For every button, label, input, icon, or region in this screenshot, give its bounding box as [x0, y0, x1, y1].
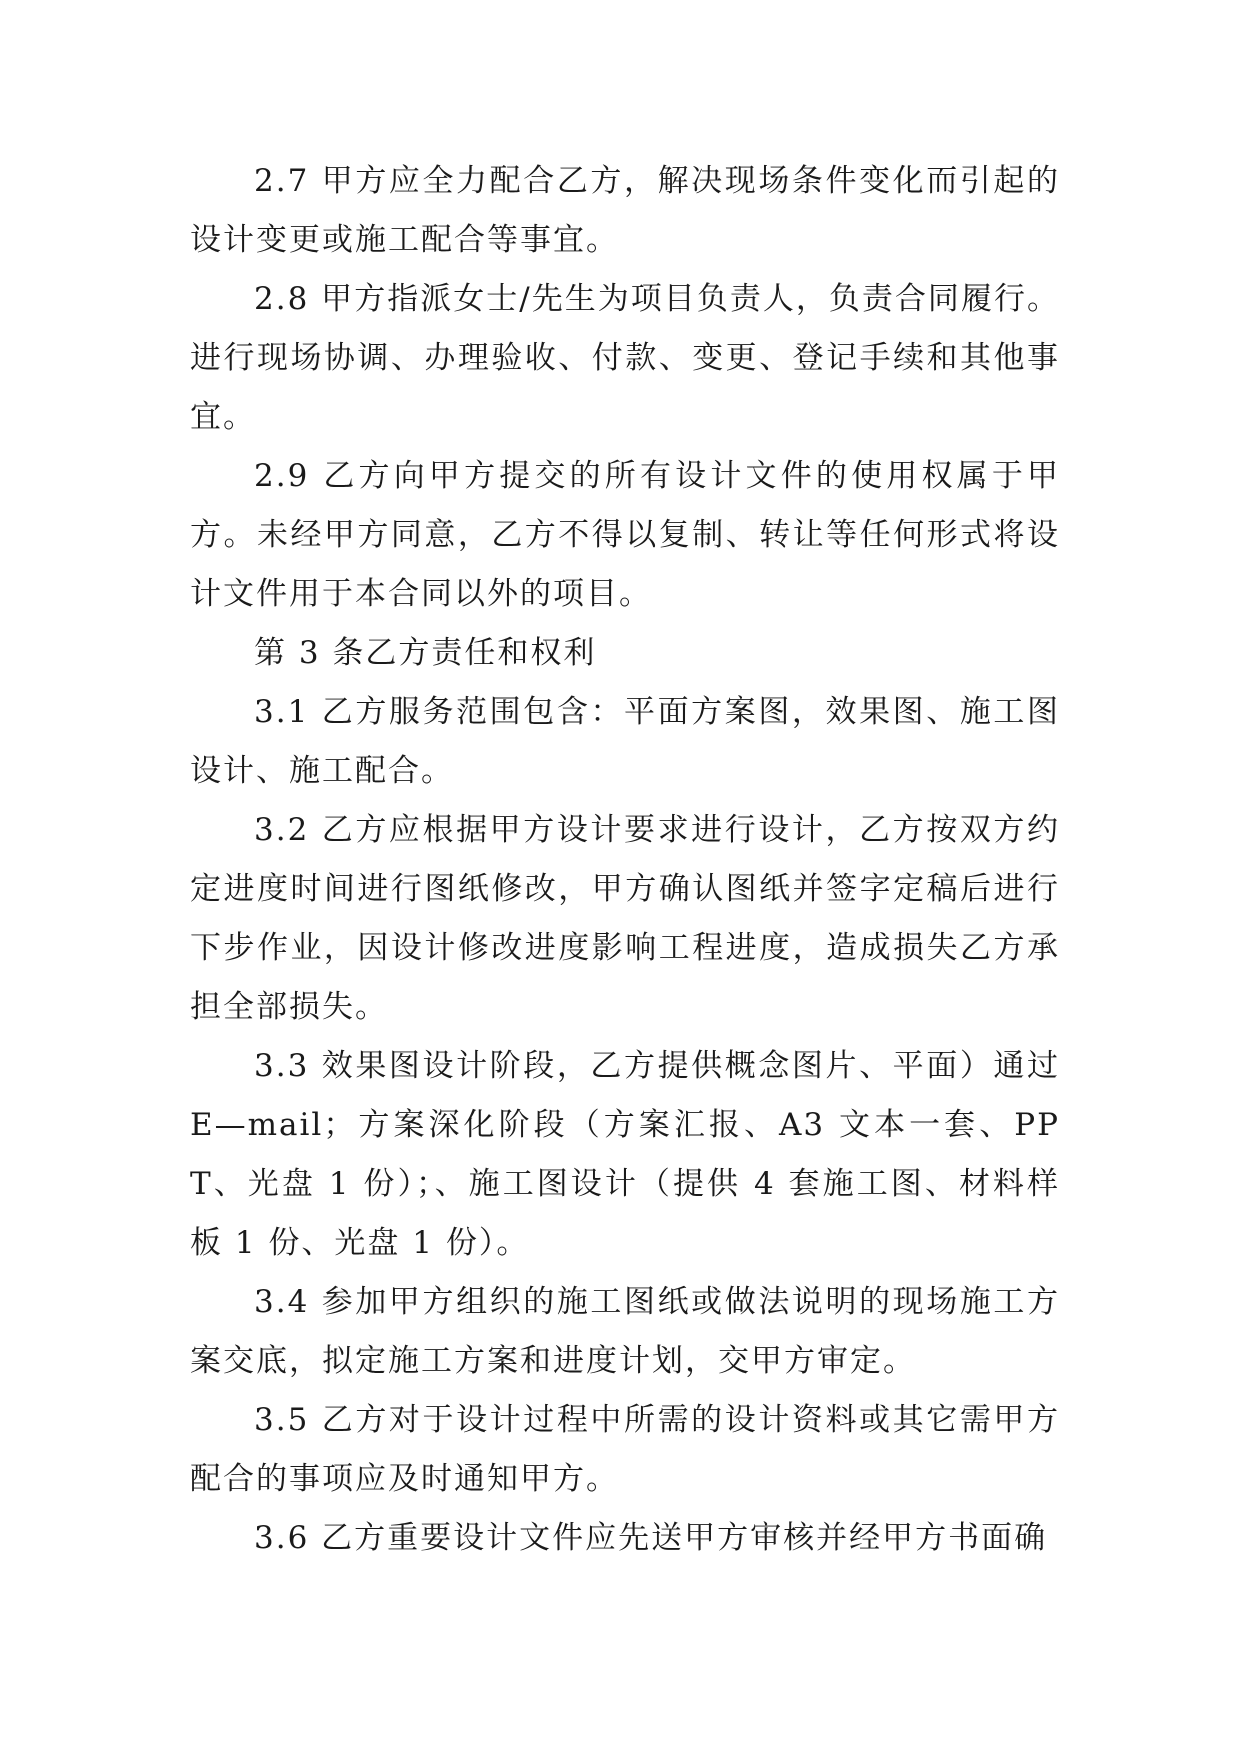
- section-heading-article-3: 第 3 条乙方责任和权利: [254, 635, 597, 671]
- clause-2-8: 2.8 甲方指派女士/先生为项目负责人，负责合同履行。进行现场协调、办理验收、付款、变更、登记手续和其他事宜。: [190, 281, 1060, 435]
- clause-3-2: 3.2 乙方应根据甲方设计要求进行设计，乙方按双方约定进度时间进行图纸修改，甲方确认图纸并签字定稿后进行下步作业，因设计修改进度影响工程进度，造成损失乙方承担全部损失。: [190, 812, 1060, 1025]
- clause-3-1: 3.1 乙方服务范围包含：平面方案图，效果图、施工图设计、施工配合。: [190, 694, 1060, 789]
- document-body: [190, 152, 1060, 1568]
- clause-3-5: 3.5 乙方对于设计过程中所需的设计资料或其它需甲方配合的事项应及时通知甲方。: [190, 1402, 1060, 1497]
- clause-3-6: 3.6 乙方重要设计文件应先送甲方审核并经甲方书面确: [254, 1520, 1048, 1556]
- clause-3-3: 3.3 效果图设计阶段，乙方提供概念图片、平面）通过E—mail；方案深化阶段（方案汇报、A3 文本一套、PPT、光盘 1 份）；、施工图设计（提供 4 套施工图、材料样板 1 份、光盘 1 份）。: [190, 1048, 1060, 1261]
- clause-2-7: 2.7 甲方应全力配合乙方，解决现场条件变化而引起的设计变更或施工配合等事宜。: [190, 163, 1060, 258]
- clause-2-9: 2.9 乙方向甲方提交的所有设计文件的使用权属于甲方。未经甲方同意，乙方不得以复制、转让等任何形式将设计文件用于本合同以外的项目。: [190, 458, 1060, 612]
- clause-3-4: 3.4 参加甲方组织的施工图纸或做法说明的现场施工方案交底，拟定施工方案和进度计划，交甲方审定。: [190, 1284, 1060, 1379]
